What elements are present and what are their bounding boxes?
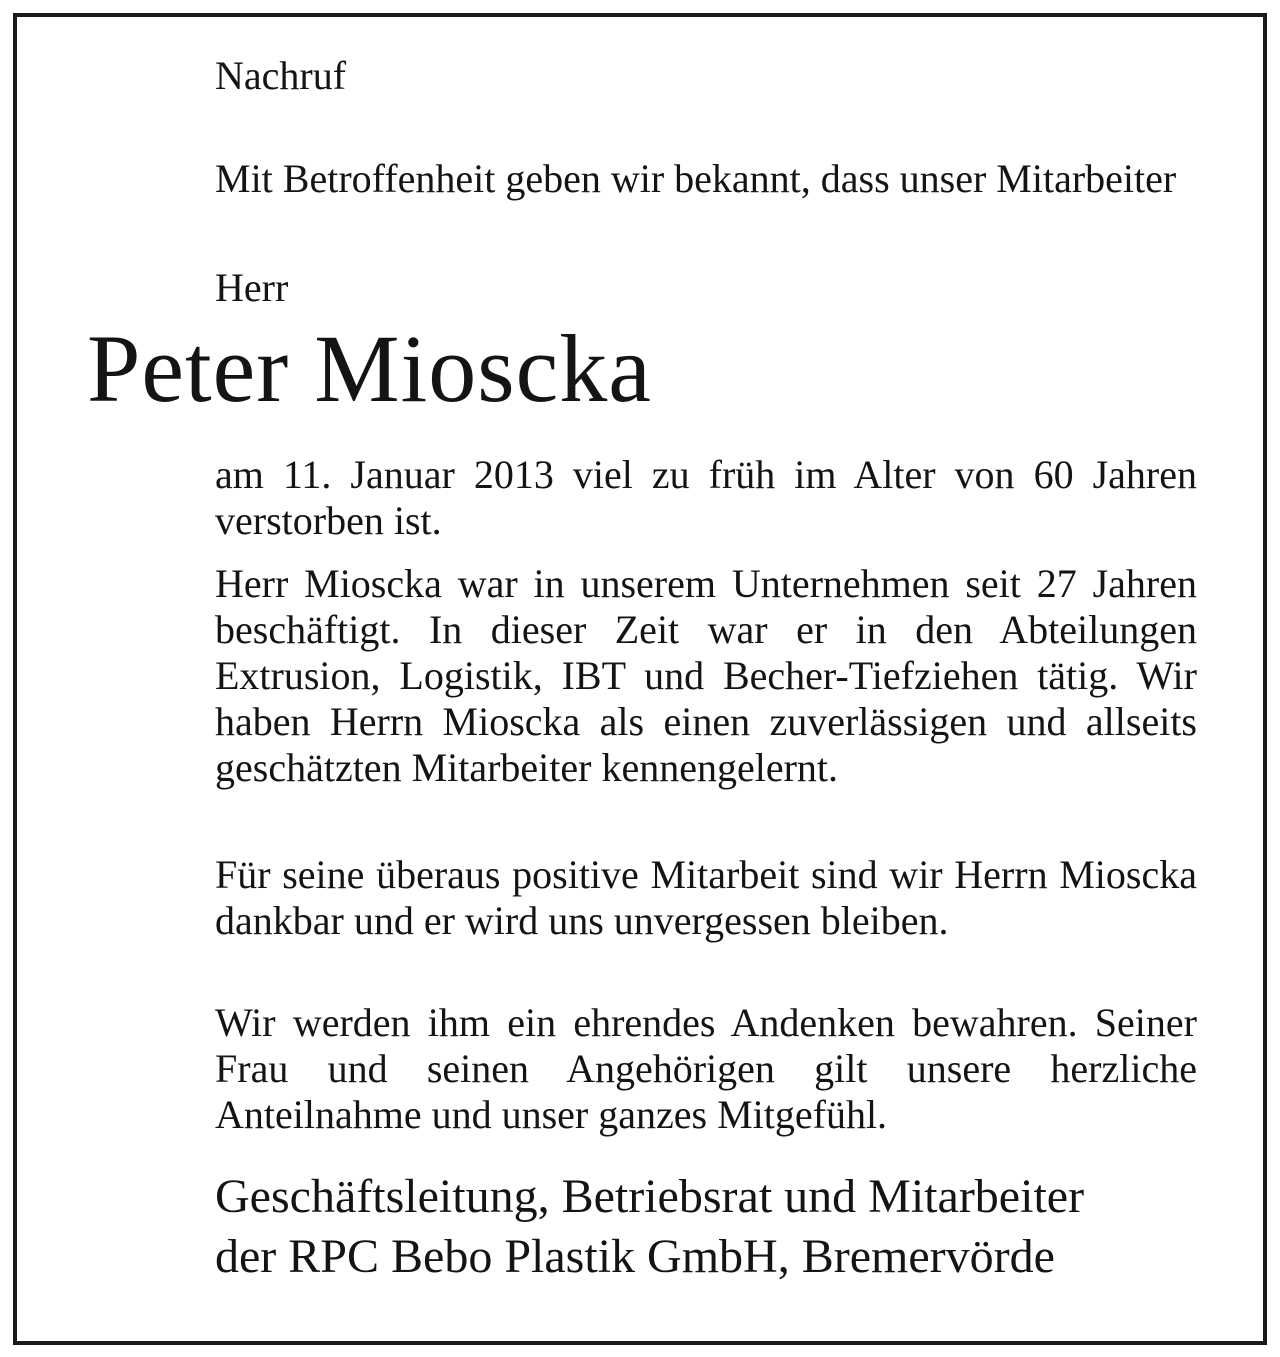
signature-line-1: Geschäftsleitung, Betriebsrat und Mitarbeiter (215, 1170, 1085, 1223)
notice-heading: Nachruf (215, 53, 347, 98)
obituary-frame (13, 13, 1267, 1345)
salutation: Herr (215, 265, 289, 310)
death-paragraph: am 11. Januar 2013 viel zu früh im Alter von 60 Jahren verstorben ist. (215, 452, 1197, 543)
deceased-name: Peter Mioscka (87, 315, 652, 422)
career-paragraph: Herr Mioscka war in unserem Unternehmen seit 27 Jahren beschäftigt. In dieser Zeit war er in den Abteilungen Extrusion, Logistik, IBT und Becher-Tiefziehen tätig. Wir haben Herrn Mioscka als einen zuverlässigen und allseits geschätzten Mitarbeiter kennengelernt. (215, 561, 1197, 790)
signature-line-2: der RPC Bebo Plastik GmbH, Bremervörde (215, 1230, 1055, 1283)
remembrance-paragraph: Wir werden ihm ein ehrendes Andenken bewahren. Seiner Frau und seinen Angehörigen gilt unsere herzliche Anteilnahme und unser ganzes Mitgefühl. (215, 1000, 1197, 1137)
signature-block (215, 1167, 1215, 1287)
gratitude-paragraph: Für seine überaus positive Mitarbeit sind wir Herrn Mioscka dankbar und er wird uns unvergessen bleiben. (215, 852, 1197, 943)
intro-paragraph: Mit Betroffenheit geben wir bekannt, dass unser Mitarbeiter (215, 156, 1177, 201)
